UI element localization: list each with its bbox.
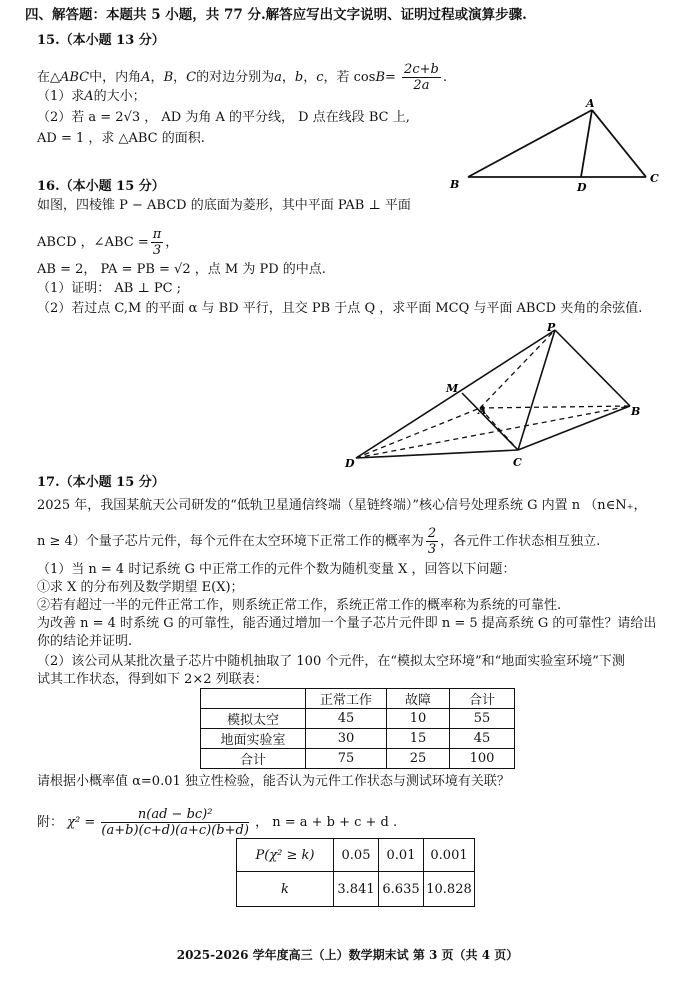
- chi-square-fraction: [101, 807, 249, 838]
- edge-dc: [356, 450, 518, 458]
- fraction-numerator: 2c+b: [404, 62, 439, 77]
- q15-triangle-figure: [440, 95, 670, 195]
- q17-line2-text: n ≥ 4）个量子芯片元件，每个元件在太空环境下正常工作的概率为: [37, 534, 424, 549]
- q15-stem-text: .: [442, 70, 447, 85]
- q15-stem-var: ABC: [60, 70, 90, 85]
- chi-square-formula: [37, 805, 397, 841]
- q16-pyramid-figure: [340, 318, 650, 474]
- q17-line6: 为改善 n = 4 时系统 G 的可靠性，能否通过增加一个量子芯片元件即 n = 5 提高系统 G 的可靠性？请给出: [37, 616, 657, 631]
- page-footer: 2025-2026 学年度高三（上）数学期末试 第 3 页（共 4 页）: [176, 948, 519, 962]
- q16-angle-fraction: [151, 227, 164, 258]
- table-cell: k: [237, 872, 334, 907]
- q15-stem-text: ，: [281, 70, 295, 85]
- table-row: [201, 729, 515, 749]
- q15-stem-var: A: [141, 70, 151, 85]
- q15-stem-var: B: [163, 70, 174, 85]
- q15-part1: [37, 89, 146, 105]
- q17-line10: 请根据小概率值 α=0.01 独立性检验，能否认为元件工作状态与测试环境有关联？: [37, 774, 510, 789]
- label-a: A: [478, 404, 487, 417]
- q16-part2: （2）若过点 C,M 的平面 α 与 BD 平行，且交 PB 于点 Q ，求平面 MCQ 与平面 ABCD 夹角的余弦值.: [37, 301, 643, 316]
- fraction-denominator: (a+b)(c+d)(a+c)(b+d): [101, 823, 249, 838]
- table-header-cell: 正常工作: [306, 689, 387, 709]
- q15-part1-text: （1）求: [37, 89, 85, 104]
- side-ac: [592, 110, 646, 177]
- table-header-row: [201, 689, 515, 709]
- fraction-denominator: 2a: [413, 78, 430, 93]
- q17-line5: ②若有超过一半的元件正常工作，则系统正常工作，系统正常工作的概率称为系统的可靠性.: [37, 598, 562, 613]
- q17-line7: 你的结论并证明.: [37, 634, 133, 649]
- chi-square-tail: ， n = a + b + c + d .: [255, 815, 398, 830]
- q15-stem-text: ，若 cos: [323, 70, 376, 85]
- q17-line1: 2025 年，我国某航天公司研发的“低轨卫星通信终端（星链终端）”核心信号处理系统 G 内置 n （n∈N₊，: [37, 498, 647, 513]
- label-b: B: [450, 178, 460, 191]
- table-cell: 0.001: [424, 839, 475, 872]
- bisector-ad: [581, 110, 592, 177]
- q15-stem-var: C: [186, 70, 197, 85]
- q16-title: 16.（本小题 15 分）: [37, 179, 165, 194]
- chi-square-lhs: χ² =: [67, 815, 96, 830]
- table-cell: 模拟太空: [201, 709, 306, 729]
- q17-line8: （2）该公司从某批次量子芯片中随机抽取了 100 个元件，在“模拟太空环境”和“地面实验室环境”下测: [37, 654, 625, 669]
- segment-mc: [462, 393, 518, 450]
- q16-line1: 如图，四棱锥 P − ABCD 的底面为菱形，其中平面 PAB ⊥ 平面: [37, 198, 411, 213]
- table-cell: 合计: [201, 749, 306, 769]
- q15-stem-text: ，: [150, 70, 164, 85]
- table-row: [237, 839, 475, 872]
- fraction-denominator: 3: [427, 542, 437, 557]
- q15-part2-line2: AD = 1 ，求 △ABC 的面积.: [37, 131, 205, 146]
- label-d: D: [345, 457, 355, 470]
- edge-pb: [555, 330, 630, 406]
- table-cell: 45: [306, 709, 387, 729]
- table-header-cell: 故障: [387, 689, 450, 709]
- table-cell: 地面实验室: [201, 729, 306, 749]
- table-cell: 75: [306, 749, 387, 769]
- edge-da: [356, 408, 480, 458]
- table-cell: 100: [450, 749, 515, 769]
- q16-line2-text: ABCD ，∠ABC =: [37, 235, 149, 250]
- q15-part1-var: A: [84, 89, 94, 104]
- fraction-numerator: 2: [427, 526, 437, 541]
- q15-stem-text: 的对边分别为: [196, 70, 275, 85]
- edge-ab: [480, 406, 630, 408]
- label-a: A: [586, 97, 595, 110]
- q17-title: 17.（本小题 15 分）: [37, 475, 165, 490]
- q15-title: 15.（本小题 13 分）: [37, 33, 165, 48]
- q15-part2-line1: （2）若 a = 2√3 ， AD 为角 A 的平分线， D 点在线段 BC 上,: [37, 110, 410, 125]
- q15-cosB-fraction: [402, 62, 441, 93]
- table-cell: 25: [387, 749, 450, 769]
- table-header-cell: 合计: [450, 689, 515, 709]
- table-cell: 10: [387, 709, 450, 729]
- table-row: [201, 749, 515, 769]
- fraction-numerator: π: [152, 227, 162, 242]
- q17-probability-fraction: [426, 526, 438, 557]
- q16-part1: （1）证明： AB ⊥ PC ;: [37, 281, 182, 296]
- q15-stem-text: =: [385, 70, 396, 85]
- q15-stem-text: 在△: [37, 70, 60, 85]
- table-cell: 45: [450, 729, 515, 749]
- q16-line2-text: ，: [165, 235, 179, 250]
- label-c: C: [650, 172, 659, 185]
- edge-cb: [518, 406, 630, 450]
- q15-stem-text: ，: [303, 70, 317, 85]
- edge-pc: [518, 330, 555, 450]
- label-m: M: [446, 382, 459, 395]
- table-row: [201, 709, 515, 729]
- fraction-numerator: n(ad − bc)²: [101, 807, 249, 823]
- table-cell: 6.635: [379, 872, 424, 907]
- fraction-denominator: 3: [152, 243, 162, 258]
- table-cell: 10.828: [424, 872, 475, 907]
- table-cell: 55: [450, 709, 515, 729]
- q17-line9: 试其工作状态，得到如下 2×2 列联表：: [37, 672, 268, 687]
- label-c: C: [513, 456, 522, 469]
- q16-line3: AB = 2， PA = PB = √2 ，点 M 为 PD 的中点.: [37, 262, 326, 277]
- label-b: B: [631, 405, 641, 418]
- contingency-table: [200, 688, 515, 769]
- section-heading: 四、解答题：本题共 5 小题，共 77 分.解答应写出文字说明、证明过程或演算步骤.: [25, 7, 527, 23]
- q15-stem-var: b: [294, 70, 304, 85]
- table-cell: 0.01: [379, 839, 424, 872]
- table-row: [237, 872, 475, 907]
- table-cell: 30: [306, 729, 387, 749]
- side-ab: [468, 110, 592, 177]
- critical-value-table: [236, 838, 475, 907]
- table-cell: 3.841: [334, 872, 379, 907]
- q16-line2: [37, 227, 178, 258]
- q17-line2: [37, 526, 600, 557]
- q15-part1-text: 的大小；: [93, 89, 146, 104]
- q17-line3: （1）当 n = 4 时记系统 G 中正常工作的元件个数为随机变量 X ，回答以下问题：: [37, 562, 516, 577]
- q15-stem-var: B: [375, 70, 385, 85]
- table-header-cell: [201, 689, 306, 709]
- q15-stem-var: a: [274, 70, 282, 85]
- label-d: D: [577, 181, 587, 194]
- table-cell: P(χ² ≥ k): [237, 839, 334, 872]
- q17-line4: ①求 X 的分布列及数学期望 E(X)；: [37, 580, 244, 595]
- table-cell: 0.05: [334, 839, 379, 872]
- q15-stem-text: ，: [173, 70, 187, 85]
- q15-stem-var: c: [316, 70, 324, 85]
- table-cell: 15: [387, 729, 450, 749]
- q15-stem-text: 中，内角: [89, 70, 142, 85]
- q17-line2-text: ，各元件工作状态相互独立.: [440, 534, 601, 549]
- appendix-label: 附：: [37, 815, 64, 830]
- label-p: P: [547, 321, 556, 334]
